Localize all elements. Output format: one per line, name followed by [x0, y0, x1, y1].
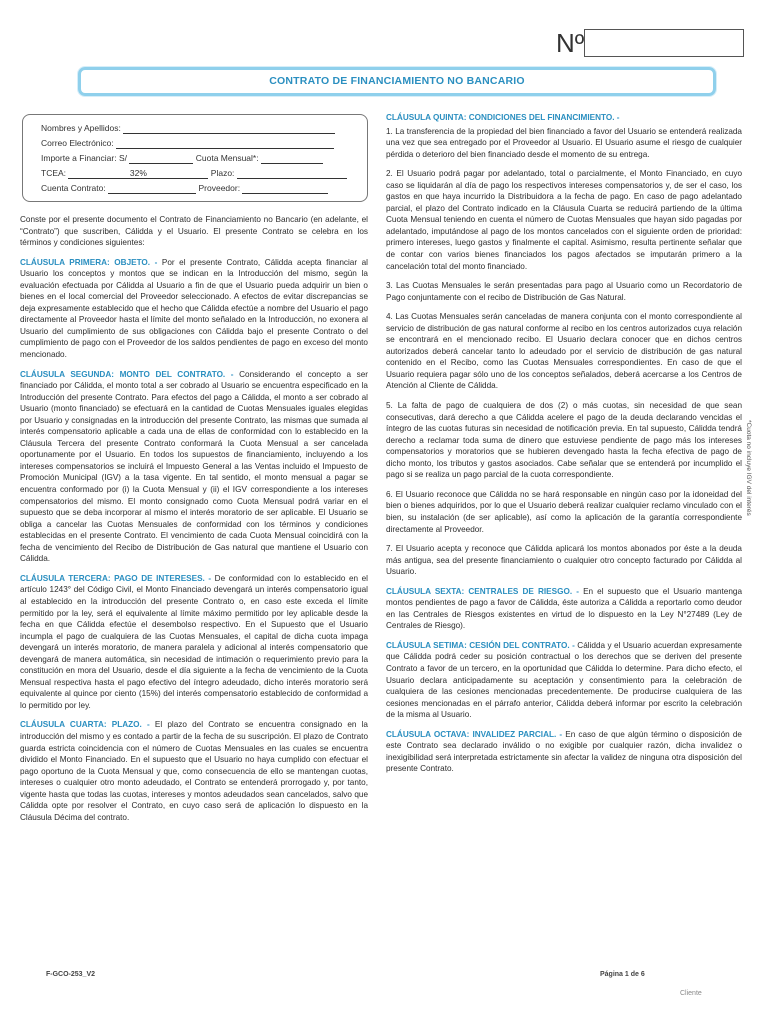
clause-5-item-5: 5. La falta de pago de cualquiera de dos (2) o más cuotas, sin necesidad de que sean consecutivas, dará derecho a que Cálidda acelere el pago de la deuda declarando vencidas el íntegro de las cuotas futuras sin necesidad de notificación previa. En tal supuesto, Cálidda tendrá derecho a reclamar toda suma de dinero que estuviese pendiente de pago más los intereses compensatorios y moratorios que se hubieren devengado hasta la fecha efectiva de pago de dicho monto, los tributos y gastos asociados. Cabe señalar que se entenderá por incumplido el pago si se realiza un pago parcial de la cuota correspondiente.: [386, 401, 742, 480]
clause-6-title: CLÁUSULA SEXTA: CENTRALES DE RIESGO. -: [386, 586, 579, 596]
clause-5-item-4: 4. Las Cuotas Mensuales serán canceladas de manera conjunta con el monto correspondiente al servicio de distribución de gas natural conforme al recibo en los centros autorizados cuya relación se encontrará en el mencionado recibo. El Usuario declara conocer que en dichos centros autorizados deberá cancelar tanto lo adeudado por el servicio de distribución de gas natural contenido en el Recibo, como las Cuotas Mensuales correspondientes. En caso de que el Usuario requiera pagar sólo uno de los conceptos señalados, deberá acercarse a los Centros de Atención al Cliente de Cálidda.: [386, 312, 742, 391]
client-info-form: [22, 114, 368, 202]
clause-3-title: CLÁUSULA TERCERA: PAGO DE INTERESES. -: [20, 573, 212, 583]
tcea-row: [41, 168, 347, 179]
fee-label: Cuota Mensual*:: [195, 153, 259, 163]
clause-8-text: En caso de que algún término o disposición de este Contrato sea declarado inválido o no exigible por cualquier razón, dicha invalidez o inexigibilidad será interpretada estrictamente sin afectar la validez de ninguna otra disposición del presente Contrato.: [386, 729, 742, 774]
account-row: [41, 183, 328, 194]
clause-5-item-7: 7. El Usuario acepta y reconoce que Cálidda aplicará los montos abonados por éste a la deuda más antigua, sea del presente financiamiento o cualquier otro concepto facturado por Cálidda al Usuario.: [386, 544, 742, 577]
supplier-label: Proveedor:: [198, 183, 241, 193]
intro-paragraph: Conste por el presente documento el Contrato de Financiamiento no Bancario (en adelante, el “Contrato”) que suscriben, Cálidda y el Usuario. El presente Contrato se celebra en los términos y condiciones siguientes:: [20, 215, 368, 248]
term-field[interactable]: [237, 169, 347, 179]
right-column: [386, 112, 742, 783]
document-title: CONTRATO DE FINANCIAMIENTO NO BANCARIO: [78, 67, 716, 96]
clause-5-item-1: 1. La transferencia de la propiedad del bien financiado a favor del Usuario se entenderá realizada una vez que sea entregado por el Proveedor al Usuario. El Usuario asume el riesgo de cualquier pérdida o deterioro del bien financiado desde el momento de su entrega.: [386, 126, 742, 159]
clause-7: [386, 640, 742, 721]
clause-6-text: En el supuesto que el Usuario mantenga montos pendientes de pago a favor de Cálidda, éste autoriza a Cálidda a reportarlo como deudor en las Centrales de Riesgos existentes en virtud de lo dispuesto en la Ley N°27489 (Ley de Centrales de Riesgo).: [386, 586, 742, 631]
contract-number-label: Nº: [556, 28, 585, 58]
contract-number-field[interactable]: [584, 29, 744, 57]
clause-1: [20, 257, 368, 361]
clause-2-text: Considerando el concepto a ser financiado por Cálidda, el monto total a ser cobrado al Usuario se encuentra especificado en la Introducción del presente Contrato. Para efectos del pago a Cálidda, el monto a ser cobrado al Usuario (monto financiado) se efectuará en la cantidad de Cuotas Mensuales iguales elegidas por Usuario y consignadas en la introducción del presente Contrato, las mismas que sumada al interés compensatorio aplicable a cada una de ellas de conformidad con lo establecido en la Cláusula Tercera del presente Contrato conformará la Cuota Mensual a ser cancelada oportunamente por el Usuario. En todos los supuestos de financiamiento, incluyendo a los intereses compensatorios se incluirá el Impuesto General a las Ventas incluido el Impuesto de Promoción Municipal (IGV) a la tasa vigente. En tal sentido, el monto mensual a pagar se encuentra conformado por (i) la Cuota Mensual y (ii) el IGV correspondiente a los intereses compensatorios del mismo. El monto consignado como Cuota Mensual podrá variar en el supuesto que se deba incorporar al mismo el interés moratorio de ser aplicable. El Usuario se obliga a cancelar las Cuotas Mensuales de conformidad con los términos y condiciones establecidas en el presente Contrato. El vencimiento de cada Cuota Mensual coincidirá con la fecha de vencimiento del Recibo de Distribución de Gas natural que mantiene el Usuario con Cálidda.: [20, 369, 368, 564]
document-code: F-GCO-253_V2: [46, 971, 96, 978]
amount-label: Importe a Financiar: S/: [41, 153, 127, 163]
clause-1-text: Por el presente Contrato, Cálidda acepta financiar al Usuario los conceptos y montos que se indican en la Introducción del mismo, según la evaluación efectuada por Cálidda al Usuario a fin de que el Usuario pueda adquirir un bien o bienes en el local comercial del Proveedor seleccionado. A efectos de evitar discrepancias se deja expresamente establecido que el hecho que Cálidda efectúe a nombre del Usuario el pago directamente al Proveedor hasta el límite del monto señalado en la Introducción, no exonera al Usuario del cumplimiento de sus obligaciones con Cálidda bajo el presente Contrato o del cumplimiento de pago con el Proveedor de los saldos pendientes de pago en exceso del monto mencionado.: [20, 257, 368, 360]
clause-2: [20, 369, 368, 565]
clause-6: [386, 586, 742, 632]
clause-5-title-row: [386, 112, 742, 124]
term-label: Plazo:: [210, 168, 235, 178]
page-indicator: Página 1 de 6: [600, 971, 645, 978]
clause-5-item-2: 2. El Usuario podrá pagar por adelantado, total o parcialmente, el Monto Financiado, en cuyo caso se liquidarán al día de pago los respectivos intereses compensatorios y, de ser el caso, los gastos en que haya incurrido la Distribuidora a la fecha de pago. En caso de pago adelantado parcial, el plazo del Contrato indicado en la Cláusula Cuarta se reducirá partiendo de la última Cuota Mensual teniendo en cuenta el número de Cuotas Mensuales que hayan sido pagadas por adelantado, imputándose al pago de los montos cancelados con el siguiente orden de prioridad: primero intereses, luego gastos y finalmente el capital. Asimismo, resulta pertinente señalar que de contar con varios bienes financiados los pagos afectados se imputarán primero a la cancelación total del monto financiado.: [386, 169, 742, 271]
clause-4-text: El plazo del Contrato se encuentra consignado en la introducción del mismo y es contado a partir de la fecha de su suscripción. El plazo de Contrato guarda estricta coincidencia con el número de Cuotas Mensuales en las cuales se encuentra dividido el Monto Financiado. En el supuesto que el Usuario no haya cumplido con efectuar el pago oportuno de la Cuota Mensual y que, como consecuencia de ello se mantengan cuotas, intereses o cualquier otro monto adeudado, el Contrato se entenderá prorrogado y, por tanto, vigente hasta que todas las cuotas, intereses y montos adeudados sean cancelados, salvo que Cálidda opte por resolver el Contrato, en cuyo caso será de aplicación lo dispuesto en la Cláusula Décima del contrato.: [20, 720, 368, 822]
amount-field[interactable]: [129, 154, 193, 164]
supplier-field[interactable]: [242, 184, 328, 194]
clause-5-item-3: 3. Las Cuotas Mensuales le serán presentadas para pago al Usuario como un Recordatorio de Pago conjuntamente con el recibo de Distribución de Gas Natural.: [386, 281, 742, 302]
clause-1-title: CLÁUSULA PRIMERA: OBJETO. -: [20, 257, 158, 267]
amount-row: [41, 153, 323, 164]
clause-2-title: CLÁUSULA SEGUNDA: MONTO DEL CONTRATO. -: [20, 369, 234, 379]
left-column: [20, 214, 368, 831]
clause-4: [20, 719, 368, 823]
fee-field[interactable]: [261, 154, 323, 164]
clause-5-title: CLÁUSULA QUINTA: CONDICIONES DEL FINANCIMIENTO. -: [386, 113, 620, 122]
igv-side-note: *Cuota no incluye IGV del interés: [745, 420, 752, 516]
copy-label: Cliente: [680, 990, 702, 997]
clause-4-title: CLÁUSULA CUARTA: PLAZO. -: [20, 720, 150, 730]
account-field[interactable]: [108, 184, 196, 194]
account-label: Cuenta Contrato:: [41, 183, 106, 193]
clause-7-title: CLÁUSULA SETIMA: CESIÓN DEL CONTRATO. -: [386, 640, 575, 650]
clause-8-title: CLÁUSULA OCTAVA: INVALIDEZ PARCIAL. -: [386, 729, 563, 739]
tcea-label: TCEA:: [41, 168, 67, 178]
tcea-value[interactable]: 32%: [68, 168, 208, 179]
name-row: [41, 123, 335, 134]
clause-3-text: De conformidad con lo establecido en el artículo 1243° del Código Civil, el Monto Financiado devengará un interés compensatorio igual al establecido en la introducción del presente Contrato o, en caso este exceda el límite permitido por la ley, será el equivalente al límite máximo permitido por ley aplicable desde la fecha en que Cálidda efectúe el desembolso respectivo. En el Supuesto que el Usuario incumpla el pago de cualquiera de las Cuotas Mensuales, el capital de dicha cuota impaga devengará un interés moratorio, de manera paralela y adicional al interés compensatorio que devengará de manera automática, sin necesidad de intimación o requerimiento previo para la constitución en mora del Usuario, desde el día siguiente a la fecha de vencimiento de la Cuota Mensual respectiva hasta el pago efectivo del íntegro adeudado, dicho interés moratorio será equivalente al quince por ciento (15%) del interés compensatorio establecido de conformidad a lo permitido por ley.: [20, 573, 369, 710]
clause-8: [386, 729, 742, 775]
clause-7-text: Cálidda y el Usuario acuerdan expresamente que Cálidda podrá ceder su posición contractual o los derechos que se deriven del presente Contrato a favor de un tercero, en la oportunidad que Cálidda lo determine. Para dicho efecto, el Usuario declara anticipadamente su aceptación y consentimiento para la celebración de cualquiera de las cesiones mencionadas precedentemente. De producirse cualquiera de las cesiones mencionadas en el párrafo anterior, Cálidda deberá informar por escrito la celebración de la misma al Usuario.: [386, 640, 742, 720]
clause-3: [20, 573, 368, 712]
name-field[interactable]: [123, 124, 335, 134]
email-label: Correo Electrónico:: [41, 138, 114, 148]
clause-5-item-6: 6. El Usuario reconoce que Cálidda no se hará responsable en ningún caso por la idoneidad del bien o bienes adquiridos, por lo que el Usuario deberá realizar cualquier reclamo vinculado con el bien, su instalación (de ser aplicable), así como la aplicación de la garantía correspondiente directamente al Proveedor.: [386, 489, 742, 534]
email-row: [41, 138, 334, 149]
email-field[interactable]: [116, 139, 334, 149]
name-label: Nombres y Apellidos:: [41, 123, 121, 133]
